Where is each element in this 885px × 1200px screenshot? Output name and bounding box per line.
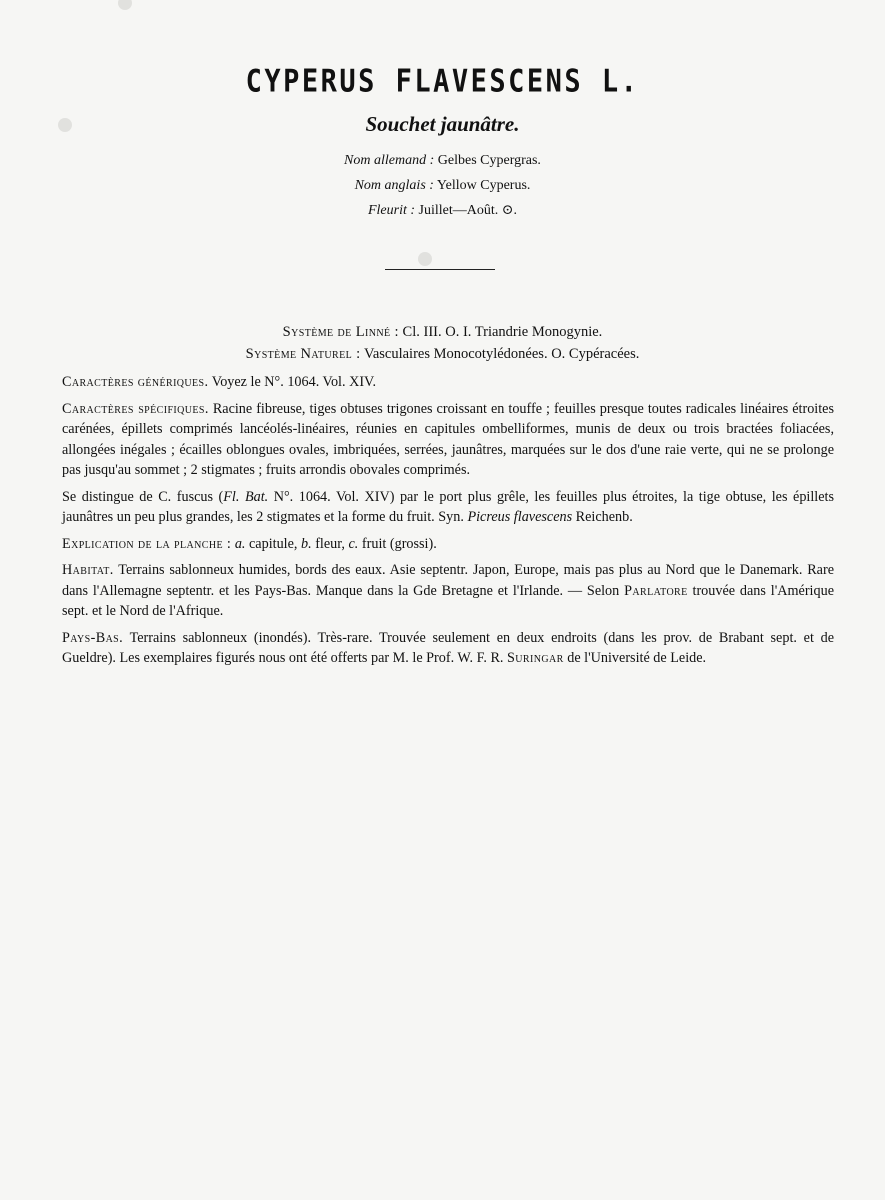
plate-key-b: b. (301, 535, 312, 552)
name-english-label: Nom anglais : (354, 178, 434, 193)
specific-heading: Caractères spécifiques. (62, 400, 209, 417)
netherlands-heading: Pays-Bas. (62, 629, 124, 646)
divider-rule (385, 269, 495, 270)
specific-text: Racine fibreuse, tiges obtuses trigones croissant en touffe ; feuilles presque toutes radicales linéaires étroites carénées, épillets comprimés lancéolés-linéaires, réunies en capitules ombelliformes, munis de deux ou trois bractées foliacées, allongées inégales ; écailles oblongues ovales, imbriquées, serrées, jaunâtres, marquées sur le dos d'une raie verte, qui ne se prolonge pas jusqu'au sommet ; 2 stigmates ; fruits arrondis obovales comprimés. (62, 400, 834, 478)
generic-heading: Caractères génériques. (62, 374, 209, 390)
netherlands-text-a: Terrains sablonneux (inondés). Très-rare. Trouvée seulement en deux endroits (dans les prov. de Brabant sept. et de Gueldre). Les exemplaires figurés nous ont été offerts par M. le Prof. W. F. R. (62, 629, 835, 666)
system-naturel-value: Vasculaires Monocotylédonées. O. Cypéracées. (363, 346, 640, 362)
page-subtitle: Souchet jaunâtre. (365, 112, 520, 136)
paper-spot (418, 252, 432, 266)
system-linne-label: Système de Linné : (282, 324, 399, 340)
habitat-text-b: trouvée dans l'Amérique sept. et le Nord de l'Afrique. (62, 582, 834, 619)
flowering-value: Juillet—Août. (418, 203, 499, 218)
name-german-label: Nom allemand : (344, 153, 435, 168)
habitat-text-a: Terrains sablonneux humides, bords des eaux. Asie septentr. Japon, Europe, mais pas plus au Nord que le Danemark. Rare dans l'Allemagne septentr. et les Pays-Bas. Manque dans la Gde Bretagne et l'Irlande. — Selon (62, 562, 834, 599)
page-title: CYPERUS FLAVESCENS L. (245, 63, 640, 100)
flowering-label: Fleurit : (367, 203, 416, 218)
distinction-text-c: Reichenb. (572, 509, 633, 525)
netherlands-text-b: de l'Université de Leide. (563, 650, 707, 666)
paragraph-plate (62, 534, 834, 555)
plate-text-a: capitule, (245, 535, 301, 552)
paragraph-distinction (62, 487, 834, 528)
generic-text: Voyez le N°. 1064. Vol. XIV. (211, 374, 377, 390)
name-english (0, 173, 885, 198)
system-linne (0, 324, 885, 341)
name-german (0, 148, 885, 173)
habitat-author: Parlatore (624, 582, 688, 599)
paragraph-specific (62, 399, 834, 481)
synonym-name: Picreus flavescens (467, 509, 573, 525)
paragraph-generic (62, 372, 834, 393)
paragraph-netherlands (62, 628, 834, 669)
paper-spot (118, 0, 132, 10)
flowering (0, 198, 885, 223)
system-naturel-label: Système Naturel : (245, 346, 361, 362)
plate-key-a: a. (234, 535, 246, 552)
description-body (62, 372, 834, 675)
plate-heading: Explication de la planche : (62, 535, 232, 552)
name-english-value: Yellow Cyperus. (436, 178, 531, 193)
common-names (0, 148, 885, 223)
annual-symbol-icon: ⊙. (501, 203, 517, 218)
name-german-value: Gelbes Cypergras. (437, 153, 541, 168)
plate-text-b: fleur, (311, 535, 349, 552)
system-naturel (0, 346, 885, 363)
system-linne-value: Cl. III. O. I. Triandrie Monogynie. (402, 324, 603, 340)
netherlands-donor: Suringar (507, 650, 564, 666)
distinction-text-a: Se distingue de C. fuscus ( (62, 488, 224, 505)
plate-key-c: c. (348, 535, 359, 552)
distinction-text-b: N°. 1064. Vol. XIV) par le port plus grêle, les feuilles plus étroites, la tige obtuse, les épillets jaunâtres un peu plus grandes, les 2 stigmates et la forme du fruit. Syn. (62, 488, 834, 525)
paragraph-habitat (62, 560, 834, 622)
habitat-heading: Habitat. (62, 562, 114, 578)
plate-text-c: fruit (grossi). (358, 535, 437, 552)
distinction-reference: Fl. Bat. (223, 488, 269, 505)
